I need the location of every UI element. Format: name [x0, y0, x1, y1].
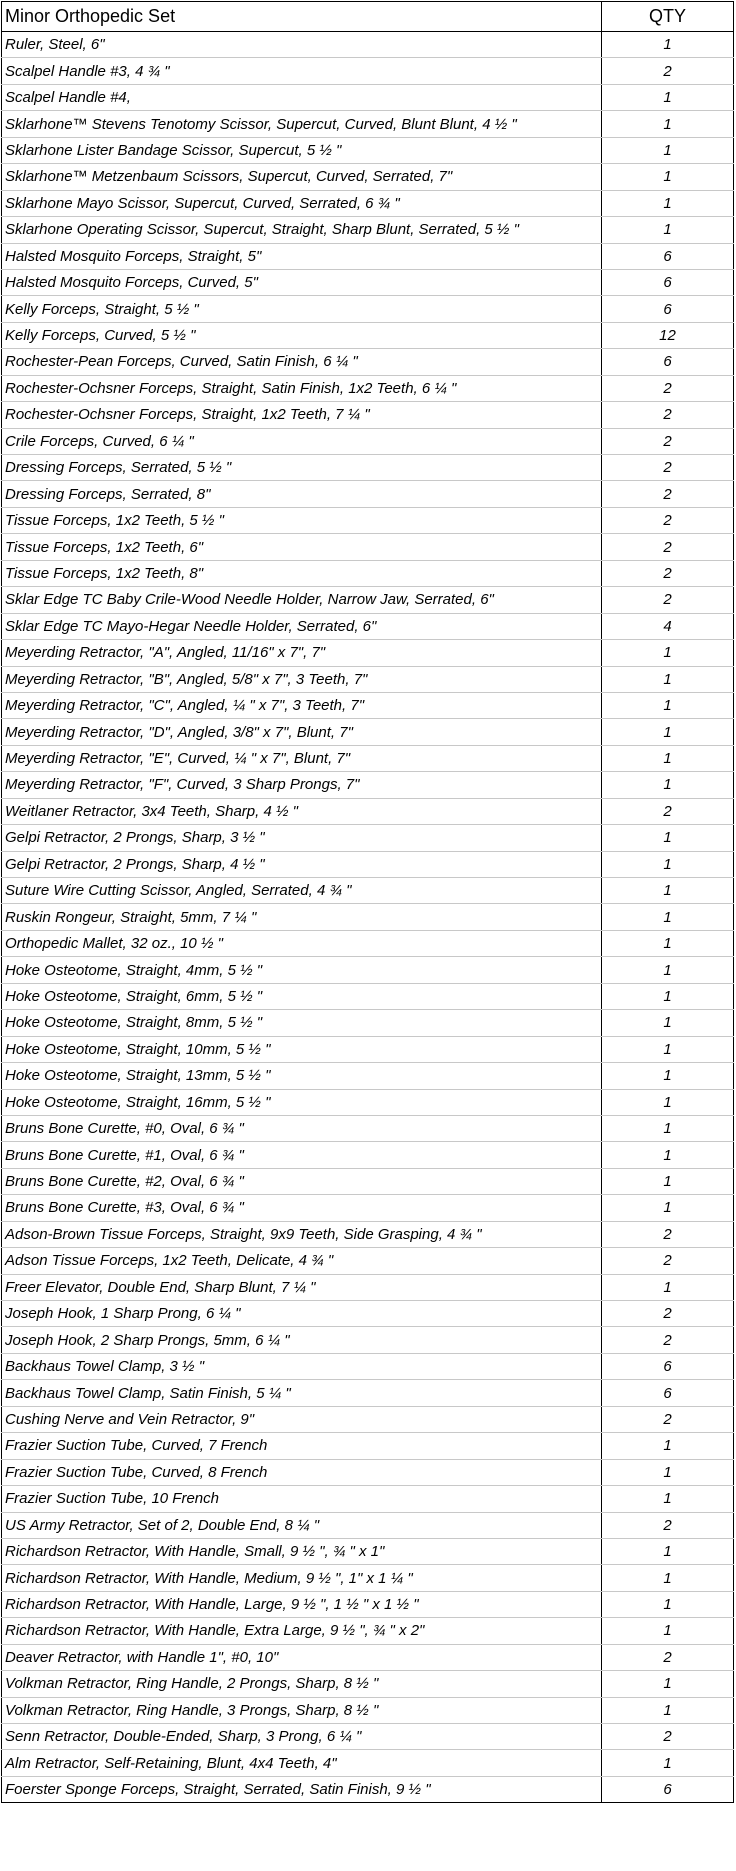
table-row — [2, 1168, 734, 1194]
item-cell[interactable]: Meyerding Retractor, "E", Curved, ¼ " x 7", Blunt, 7" — [2, 745, 602, 771]
item-cell[interactable]: Orthopedic Mallet, 32 oz., 10 ½ " — [2, 930, 602, 956]
table-row — [2, 983, 734, 1009]
qty-cell[interactable]: 2 — [602, 1512, 734, 1538]
qty-cell[interactable]: 1 — [602, 1697, 734, 1723]
table-row — [2, 1380, 734, 1406]
qty-cell[interactable]: 6 — [602, 1776, 734, 1802]
qty-cell[interactable]: 1 — [602, 666, 734, 692]
qty-cell[interactable]: 2 — [602, 481, 734, 507]
item-cell[interactable]: Joseph Hook, 1 Sharp Prong, 6 ¼ " — [2, 1301, 602, 1327]
item-cell[interactable]: Gelpi Retractor, 2 Prongs, Sharp, 3 ½ " — [2, 825, 602, 851]
qty-cell[interactable]: 1 — [602, 851, 734, 877]
table-row — [2, 534, 734, 560]
table-row — [2, 1724, 734, 1750]
table-row — [2, 1750, 734, 1776]
item-cell[interactable]: Sklar Edge TC Baby Crile-Wood Needle Holder, Narrow Jaw, Serrated, 6" — [2, 587, 602, 613]
qty-cell[interactable]: 6 — [602, 296, 734, 322]
table-row — [2, 164, 734, 190]
item-cell[interactable]: Meyerding Retractor, "C", Angled, ¼ " x 7", 3 Teeth, 7" — [2, 692, 602, 718]
table-row — [2, 84, 734, 110]
item-cell[interactable]: Weitlaner Retractor, 3x4 Teeth, Sharp, 4 ½ " — [2, 798, 602, 824]
table-row — [2, 1142, 734, 1168]
qty-cell[interactable]: 1 — [602, 1671, 734, 1697]
qty-cell[interactable]: 1 — [602, 1565, 734, 1591]
item-cell[interactable]: Hoke Osteotome, Straight, 10mm, 5 ½ " — [2, 1036, 602, 1062]
qty-cell[interactable]: 1 — [602, 1274, 734, 1300]
table-row — [2, 1512, 734, 1538]
item-cell[interactable]: Tissue Forceps, 1x2 Teeth, 8" — [2, 560, 602, 586]
table-row — [2, 1301, 734, 1327]
qty-cell[interactable]: 1 — [602, 878, 734, 904]
item-cell[interactable]: Bruns Bone Curette, #2, Oval, 6 ¾ " — [2, 1168, 602, 1194]
qty-cell[interactable]: 1 — [602, 111, 734, 137]
table-row — [2, 1565, 734, 1591]
table-row — [2, 322, 734, 348]
table-row — [2, 402, 734, 428]
qty-cell[interactable]: 2 — [602, 1221, 734, 1247]
table-row — [2, 32, 734, 58]
table-row — [2, 745, 734, 771]
table-row — [2, 878, 734, 904]
item-cell[interactable]: Frazier Suction Tube, Curved, 7 French — [2, 1433, 602, 1459]
table-row — [2, 1089, 734, 1115]
table-row — [2, 1697, 734, 1723]
instrument-table — [1, 1, 734, 1803]
table-row — [2, 930, 734, 956]
qty-cell[interactable]: 2 — [602, 1327, 734, 1353]
qty-cell[interactable]: 2 — [602, 507, 734, 533]
item-cell[interactable]: Meyerding Retractor, "F", Curved, 3 Sharp Prongs, 7" — [2, 772, 602, 798]
item-cell[interactable]: Tissue Forceps, 1x2 Teeth, 6" — [2, 534, 602, 560]
item-cell[interactable]: Sklarhone™ Metzenbaum Scissors, Supercut, Curved, Serrated, 7" — [2, 164, 602, 190]
table-row — [2, 349, 734, 375]
qty-cell[interactable]: 2 — [602, 1406, 734, 1432]
item-cell[interactable]: Cushing Nerve and Vein Retractor, 9" — [2, 1406, 602, 1432]
qty-cell[interactable]: 1 — [602, 32, 734, 58]
qty-cell[interactable]: 2 — [602, 58, 734, 84]
table-row — [2, 825, 734, 851]
table-row — [2, 692, 734, 718]
item-cell[interactable]: Kelly Forceps, Curved, 5 ½ " — [2, 322, 602, 348]
table-row — [2, 1248, 734, 1274]
table-row — [2, 560, 734, 586]
item-cell[interactable]: Frazier Suction Tube, 10 French — [2, 1486, 602, 1512]
item-cell[interactable]: Joseph Hook, 2 Sharp Prongs, 5mm, 6 ¼ " — [2, 1327, 602, 1353]
qty-cell[interactable]: 1 — [602, 1089, 734, 1115]
table-row — [2, 640, 734, 666]
table-row — [2, 1618, 734, 1644]
item-cell[interactable]: Deaver Retractor, with Handle 1", #0, 10" — [2, 1644, 602, 1670]
set-title-header[interactable]: Minor Orthopedic Set — [2, 2, 602, 32]
item-cell[interactable]: Rochester-Ochsner Forceps, Straight, Satin Finish, 1x2 Teeth, 6 ¼ " — [2, 375, 602, 401]
item-cell[interactable]: Dressing Forceps, Serrated, 5 ½ " — [2, 455, 602, 481]
qty-cell[interactable]: 2 — [602, 587, 734, 613]
item-cell[interactable]: Richardson Retractor, With Handle, Medium, 9 ½ ", 1" x 1 ¼ " — [2, 1565, 602, 1591]
table-row — [2, 1406, 734, 1432]
item-cell[interactable]: Rochester-Pean Forceps, Curved, Satin Finish, 6 ¼ " — [2, 349, 602, 375]
table-row — [2, 1644, 734, 1670]
table-row — [2, 1327, 734, 1353]
qty-cell[interactable]: 1 — [602, 164, 734, 190]
qty-cell[interactable]: 2 — [602, 402, 734, 428]
item-cell[interactable]: Sklarhone Mayo Scissor, Supercut, Curved, Serrated, 6 ¾ " — [2, 190, 602, 216]
table-row — [2, 1486, 734, 1512]
item-cell[interactable]: Dressing Forceps, Serrated, 8" — [2, 481, 602, 507]
table-row — [2, 1063, 734, 1089]
item-cell[interactable]: US Army Retractor, Set of 2, Double End, 8 ¼ " — [2, 1512, 602, 1538]
item-cell[interactable]: Hoke Osteotome, Straight, 16mm, 5 ½ " — [2, 1089, 602, 1115]
qty-cell[interactable]: 1 — [602, 1195, 734, 1221]
qty-cell[interactable]: 1 — [602, 1063, 734, 1089]
table-row — [2, 1115, 734, 1141]
header-row — [2, 2, 734, 32]
table-row — [2, 137, 734, 163]
table-row — [2, 587, 734, 613]
table-row — [2, 243, 734, 269]
table-row — [2, 1010, 734, 1036]
qty-cell[interactable]: 2 — [602, 1301, 734, 1327]
item-cell[interactable]: Bruns Bone Curette, #1, Oval, 6 ¾ " — [2, 1142, 602, 1168]
item-cell[interactable]: Foerster Sponge Forceps, Straight, Serrated, Satin Finish, 9 ½ " — [2, 1776, 602, 1802]
item-cell[interactable]: Volkman Retractor, Ring Handle, 3 Prongs, Sharp, 8 ½ " — [2, 1697, 602, 1723]
qty-cell[interactable]: 2 — [602, 428, 734, 454]
table-row — [2, 719, 734, 745]
item-cell[interactable]: Tissue Forceps, 1x2 Teeth, 5 ½ " — [2, 507, 602, 533]
table-row — [2, 296, 734, 322]
item-cell[interactable]: Sklarhone™ Stevens Tenotomy Scissor, Supercut, Curved, Blunt Blunt, 4 ½ " — [2, 111, 602, 137]
item-cell[interactable]: Frazier Suction Tube, Curved, 8 French — [2, 1459, 602, 1485]
qty-cell[interactable]: 2 — [602, 534, 734, 560]
item-cell[interactable]: Ruler, Steel, 6" — [2, 32, 602, 58]
item-cell[interactable]: Meyerding Retractor, "D", Angled, 3/8" x 7", Blunt, 7" — [2, 719, 602, 745]
qty-cell[interactable]: 2 — [602, 455, 734, 481]
item-cell[interactable]: Hoke Osteotome, Straight, 4mm, 5 ½ " — [2, 957, 602, 983]
table-row — [2, 798, 734, 824]
item-cell[interactable]: Scalpel Handle #3, 4 ¾ " — [2, 58, 602, 84]
qty-cell[interactable]: 6 — [602, 1353, 734, 1379]
qty-cell[interactable]: 1 — [602, 904, 734, 930]
qty-cell[interactable]: 1 — [602, 1459, 734, 1485]
item-cell[interactable]: Richardson Retractor, With Handle, Small, 9 ½ ", ¾ " x 1" — [2, 1538, 602, 1564]
table-row — [2, 1671, 734, 1697]
table-row — [2, 507, 734, 533]
qty-cell[interactable]: 6 — [602, 1380, 734, 1406]
qty-cell[interactable]: 2 — [602, 375, 734, 401]
table-row — [2, 1221, 734, 1247]
item-cell[interactable]: Hoke Osteotome, Straight, 6mm, 5 ½ " — [2, 983, 602, 1009]
qty-cell[interactable]: 1 — [602, 930, 734, 956]
qty-cell[interactable]: 1 — [602, 1115, 734, 1141]
qty-cell[interactable]: 1 — [602, 1750, 734, 1776]
qty-cell[interactable]: 1 — [602, 692, 734, 718]
table-row — [2, 269, 734, 295]
table-row — [2, 1195, 734, 1221]
table-row — [2, 772, 734, 798]
item-cell[interactable]: Suture Wire Cutting Scissor, Angled, Serrated, 4 ¾ " — [2, 878, 602, 904]
table-row — [2, 428, 734, 454]
table-row — [2, 957, 734, 983]
item-cell[interactable]: Hoke Osteotome, Straight, 13mm, 5 ½ " — [2, 1063, 602, 1089]
item-cell[interactable]: Adson-Brown Tissue Forceps, Straight, 9x9 Teeth, Side Grasping, 4 ¾ " — [2, 1221, 602, 1247]
table-row — [2, 111, 734, 137]
qty-cell[interactable]: 1 — [602, 217, 734, 243]
qty-cell[interactable]: 2 — [602, 798, 734, 824]
qty-cell[interactable]: 1 — [602, 1036, 734, 1062]
table-row — [2, 904, 734, 930]
item-cell[interactable]: Kelly Forceps, Straight, 5 ½ " — [2, 296, 602, 322]
qty-cell[interactable]: 1 — [602, 772, 734, 798]
item-cell[interactable]: Sklar Edge TC Mayo-Hegar Needle Holder, Serrated, 6" — [2, 613, 602, 639]
qty-cell[interactable]: 2 — [602, 1644, 734, 1670]
item-cell[interactable]: Scalpel Handle #4, — [2, 84, 602, 110]
qty-cell[interactable]: 1 — [602, 957, 734, 983]
table-row — [2, 375, 734, 401]
qty-cell[interactable]: 1 — [602, 1618, 734, 1644]
item-cell[interactable]: Sklarhone Lister Bandage Scissor, Supercut, 5 ½ " — [2, 137, 602, 163]
item-cell[interactable]: Volkman Retractor, Ring Handle, 2 Prongs, Sharp, 8 ½ " — [2, 1671, 602, 1697]
table-row — [2, 1591, 734, 1617]
item-cell[interactable]: Senn Retractor, Double-Ended, Sharp, 3 Prong, 6 ¼ " — [2, 1724, 602, 1750]
item-cell[interactable]: Meyerding Retractor, "A", Angled, 11/16" x 7", 7" — [2, 640, 602, 666]
qty-cell[interactable]: 1 — [602, 825, 734, 851]
item-cell[interactable]: Halsted Mosquito Forceps, Straight, 5" — [2, 243, 602, 269]
qty-cell[interactable]: 1 — [602, 1168, 734, 1194]
table-row — [2, 217, 734, 243]
item-cell[interactable]: Gelpi Retractor, 2 Prongs, Sharp, 4 ½ " — [2, 851, 602, 877]
qty-cell[interactable]: 1 — [602, 137, 734, 163]
qty-cell[interactable]: 12 — [602, 322, 734, 348]
qty-cell[interactable]: 1 — [602, 745, 734, 771]
qty-cell[interactable]: 6 — [602, 243, 734, 269]
qty-cell[interactable]: 2 — [602, 560, 734, 586]
qty-cell[interactable]: 6 — [602, 269, 734, 295]
qty-cell[interactable]: 1 — [602, 84, 734, 110]
item-cell[interactable]: Bruns Bone Curette, #0, Oval, 6 ¾ " — [2, 1115, 602, 1141]
item-cell[interactable]: Ruskin Rongeur, Straight, 5mm, 7 ¼ " — [2, 904, 602, 930]
table-row — [2, 613, 734, 639]
table-row — [2, 1538, 734, 1564]
table-row — [2, 1036, 734, 1062]
table-row — [2, 1433, 734, 1459]
table-row — [2, 481, 734, 507]
item-cell[interactable]: Backhaus Towel Clamp, Satin Finish, 5 ¼ " — [2, 1380, 602, 1406]
qty-cell[interactable]: 1 — [602, 640, 734, 666]
qty-cell[interactable]: 4 — [602, 613, 734, 639]
item-cell[interactable]: Halsted Mosquito Forceps, Curved, 5" — [2, 269, 602, 295]
qty-cell[interactable]: 2 — [602, 1248, 734, 1274]
item-cell[interactable]: Backhaus Towel Clamp, 3 ½ " — [2, 1353, 602, 1379]
table-row — [2, 58, 734, 84]
table-body — [2, 32, 734, 1803]
table-row — [2, 1274, 734, 1300]
item-cell[interactable]: Crile Forceps, Curved, 6 ¼ " — [2, 428, 602, 454]
table-row — [2, 1459, 734, 1485]
item-cell[interactable]: Sklarhone Operating Scissor, Supercut, Straight, Sharp Blunt, Serrated, 5 ½ " — [2, 217, 602, 243]
item-cell[interactable]: Adson Tissue Forceps, 1x2 Teeth, Delicate, 4 ¾ " — [2, 1248, 602, 1274]
item-cell[interactable]: Rochester-Ochsner Forceps, Straight, 1x2 Teeth, 7 ¼ " — [2, 402, 602, 428]
item-cell[interactable]: Richardson Retractor, With Handle, Large, 9 ½ ", 1 ½ " x 1 ½ " — [2, 1591, 602, 1617]
item-cell[interactable]: Richardson Retractor, With Handle, Extra Large, 9 ½ ", ¾ " x 2" — [2, 1618, 602, 1644]
qty-cell[interactable]: 6 — [602, 349, 734, 375]
item-cell[interactable]: Bruns Bone Curette, #3, Oval, 6 ¾ " — [2, 1195, 602, 1221]
table-row — [2, 666, 734, 692]
qty-cell[interactable]: 1 — [602, 1010, 734, 1036]
qty-cell[interactable]: 2 — [602, 1724, 734, 1750]
table-row — [2, 455, 734, 481]
qty-cell[interactable]: 1 — [602, 719, 734, 745]
qty-cell[interactable]: 1 — [602, 1433, 734, 1459]
qty-cell[interactable]: 1 — [602, 1538, 734, 1564]
item-cell[interactable]: Alm Retractor, Self-Retaining, Blunt, 4x4 Teeth, 4" — [2, 1750, 602, 1776]
qty-cell[interactable]: 1 — [602, 190, 734, 216]
qty-cell[interactable]: 1 — [602, 1486, 734, 1512]
table-row — [2, 190, 734, 216]
qty-cell[interactable]: 1 — [602, 983, 734, 1009]
table-row — [2, 851, 734, 877]
qty-cell[interactable]: 1 — [602, 1142, 734, 1168]
qty-cell[interactable]: 1 — [602, 1591, 734, 1617]
table-row — [2, 1353, 734, 1379]
qty-header[interactable]: QTY — [602, 2, 734, 32]
item-cell[interactable]: Meyerding Retractor, "B", Angled, 5/8" x 7", 3 Teeth, 7" — [2, 666, 602, 692]
item-cell[interactable]: Hoke Osteotome, Straight, 8mm, 5 ½ " — [2, 1010, 602, 1036]
item-cell[interactable]: Freer Elevator, Double End, Sharp Blunt, 7 ¼ " — [2, 1274, 602, 1300]
table-row — [2, 1776, 734, 1802]
